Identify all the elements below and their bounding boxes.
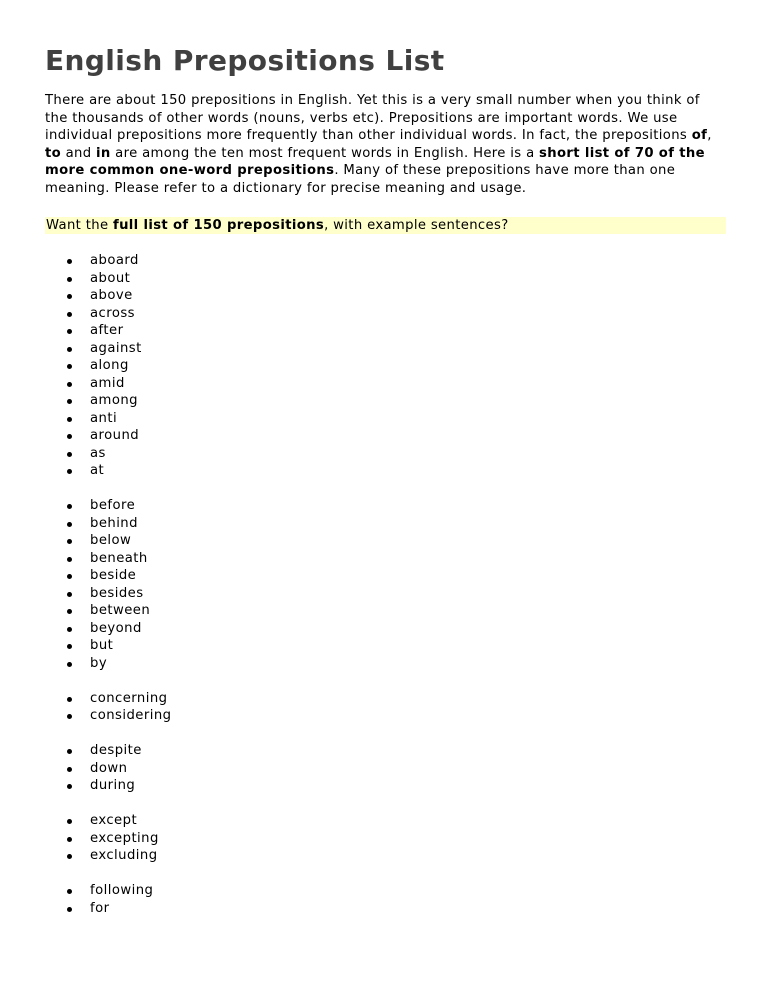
bullet-icon bbox=[67, 714, 72, 719]
preposition-text: against bbox=[90, 340, 142, 356]
page-title: English Prepositions List bbox=[45, 44, 445, 77]
preposition-text: below bbox=[90, 533, 132, 549]
bullet-icon bbox=[67, 469, 72, 474]
bullet-icon bbox=[67, 259, 72, 264]
bullet-icon bbox=[67, 417, 72, 422]
list-item bbox=[45, 830, 724, 848]
bullet-icon bbox=[67, 294, 72, 299]
preposition-text: besides bbox=[90, 585, 144, 601]
preposition-list-group bbox=[45, 742, 724, 795]
preposition-list-group bbox=[45, 882, 724, 917]
bullet-icon bbox=[67, 399, 72, 404]
bullet-icon bbox=[67, 452, 72, 457]
bullet-icon bbox=[67, 434, 72, 439]
preposition-text: around bbox=[90, 428, 140, 444]
preposition-text: among bbox=[90, 393, 138, 409]
preposition-text: for bbox=[90, 900, 110, 916]
preposition-list-group bbox=[45, 252, 724, 480]
bullet-icon bbox=[67, 539, 72, 544]
list-item bbox=[45, 847, 724, 865]
bold-in: in bbox=[96, 145, 111, 161]
list-item bbox=[45, 567, 724, 585]
list-item bbox=[45, 882, 724, 900]
preposition-text: beyond bbox=[90, 620, 142, 636]
preposition-list-group bbox=[45, 812, 724, 865]
intro-and: and bbox=[61, 145, 97, 161]
list-item bbox=[45, 515, 724, 533]
intro-comma: , bbox=[707, 128, 712, 144]
list-item bbox=[45, 620, 724, 638]
list-item bbox=[45, 777, 724, 795]
intro-paragraph bbox=[45, 92, 725, 198]
preposition-text: amid bbox=[90, 375, 125, 391]
preposition-text: anti bbox=[90, 410, 118, 426]
bullet-icon bbox=[67, 382, 72, 387]
bullet-icon bbox=[67, 767, 72, 772]
list-item bbox=[45, 602, 724, 620]
full-list-callout bbox=[45, 217, 726, 235]
bullet-icon bbox=[67, 889, 72, 894]
preposition-text: following bbox=[90, 883, 154, 899]
bullet-icon bbox=[67, 574, 72, 579]
intro-text-3: . Many of these prepositions have more than one meaning. Please refer to a dictionary for precise meaning and usage. bbox=[45, 163, 676, 196]
list-item bbox=[45, 462, 724, 480]
bullet-icon bbox=[67, 557, 72, 562]
preposition-text: at bbox=[90, 463, 105, 479]
bullet-icon bbox=[67, 907, 72, 912]
bullet-icon bbox=[67, 592, 72, 597]
preposition-text: but bbox=[90, 638, 114, 654]
preposition-text: along bbox=[90, 358, 129, 374]
list-item bbox=[45, 690, 724, 708]
preposition-text: about bbox=[90, 270, 131, 286]
preposition-text: during bbox=[90, 778, 136, 794]
bullet-icon bbox=[67, 784, 72, 789]
list-item bbox=[45, 812, 724, 830]
intro-text-2: are among the ten most frequent words in English. Here is a bbox=[110, 145, 540, 161]
short-list-phrase: short list of 70 of the more common one-word prepositions bbox=[45, 145, 705, 179]
bullet-icon bbox=[67, 277, 72, 282]
preposition-list-group bbox=[45, 690, 724, 725]
list-item bbox=[45, 287, 724, 305]
bullet-icon bbox=[67, 644, 72, 649]
bold-to: to bbox=[45, 145, 62, 161]
list-item bbox=[45, 357, 724, 375]
list-item bbox=[45, 655, 724, 673]
preposition-text: down bbox=[90, 760, 128, 776]
list-item bbox=[45, 900, 724, 918]
preposition-text: behind bbox=[90, 515, 138, 531]
preposition-text: before bbox=[90, 498, 136, 514]
preposition-text: considering bbox=[90, 708, 172, 724]
list-item bbox=[45, 252, 724, 270]
bullet-icon bbox=[67, 697, 72, 702]
preposition-text: despite bbox=[90, 743, 142, 759]
preposition-text: across bbox=[90, 305, 135, 321]
list-item bbox=[45, 585, 724, 603]
preposition-text: above bbox=[90, 288, 133, 304]
list-item bbox=[45, 445, 724, 463]
list-item bbox=[45, 375, 724, 393]
preposition-text: except bbox=[90, 813, 138, 829]
preposition-text: aboard bbox=[90, 253, 139, 269]
preposition-text: after bbox=[90, 323, 124, 339]
callout-suffix: , with example sentences? bbox=[324, 217, 509, 233]
list-item bbox=[45, 270, 724, 288]
bullet-icon bbox=[67, 662, 72, 667]
preposition-text: excluding bbox=[90, 848, 158, 864]
list-item bbox=[45, 392, 724, 410]
bullet-icon bbox=[67, 609, 72, 614]
list-item bbox=[45, 497, 724, 515]
list-item bbox=[45, 532, 724, 550]
list-item bbox=[45, 410, 724, 428]
bullet-icon bbox=[67, 522, 72, 527]
bullet-icon bbox=[67, 837, 72, 842]
bullet-icon bbox=[67, 347, 72, 352]
list-item bbox=[45, 742, 724, 760]
list-item bbox=[45, 550, 724, 568]
list-item bbox=[45, 427, 724, 445]
list-item bbox=[45, 707, 724, 725]
bold-of: of bbox=[691, 128, 708, 144]
full-list-link[interactable]: full list of 150 prepositions bbox=[112, 217, 325, 233]
bullet-icon bbox=[67, 312, 72, 317]
preposition-text: beneath bbox=[90, 550, 148, 566]
bullet-icon bbox=[67, 749, 72, 754]
bullet-icon bbox=[67, 504, 72, 509]
preposition-text: concerning bbox=[90, 690, 168, 706]
list-item bbox=[45, 637, 724, 655]
preposition-list-group bbox=[45, 497, 724, 672]
bullet-icon bbox=[67, 854, 72, 859]
list-item bbox=[45, 760, 724, 778]
list-item bbox=[45, 322, 724, 340]
preposition-text: between bbox=[90, 603, 151, 619]
callout-prefix: Want the bbox=[46, 217, 113, 233]
preposition-groups bbox=[45, 252, 724, 917]
bullet-icon bbox=[67, 627, 72, 632]
bullet-icon bbox=[67, 819, 72, 824]
preposition-text: as bbox=[90, 445, 106, 461]
list-item bbox=[45, 340, 724, 358]
list-item bbox=[45, 305, 724, 323]
preposition-text: beside bbox=[90, 568, 137, 584]
intro-text-1: There are about 150 prepositions in English. Yet this is a very small number when you think of the thousands of other words (nouns, verbs etc). Prepositions are important words. We use individual prepositions more frequently than other individual words. In fact, the prepositions bbox=[45, 93, 700, 144]
preposition-text: excepting bbox=[90, 830, 159, 846]
preposition-text: by bbox=[90, 655, 108, 671]
bullet-icon bbox=[67, 329, 72, 334]
bullet-icon bbox=[67, 364, 72, 369]
